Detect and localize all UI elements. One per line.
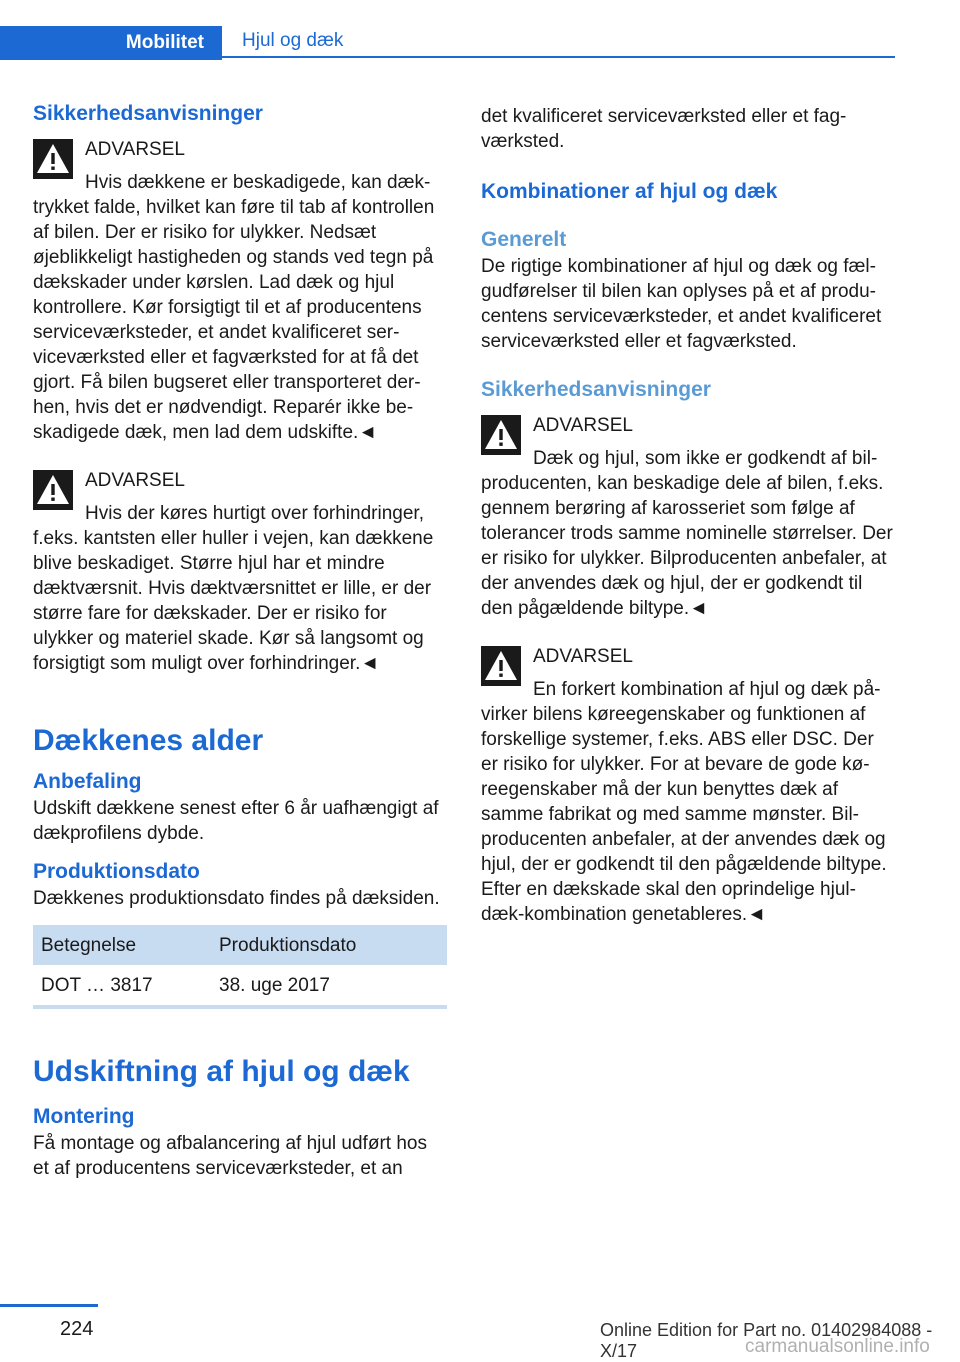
table-header-cell: Produktionsdato — [219, 934, 357, 956]
warning-text: Hvis dækkene er beskadigede, kan dæktrykket falde, hvilket kan føre til tab af kontrollen af bilen. Der er risiko for ulykker. Nedsæt øjeblikkeligt hastigheden og stands ved tegn på dækskader under kørslen. Lad dæk og hjul kontrollere. Kør forsigtigt til et af producentens serviceværksteder, et andet kvalificeret serviceværksted eller et fagværksted for at få det gjort. Få bilen bugseret eller transporteret derhen, hvis det er nødvendigt. Reparér ikke beskadigede dæk, men lad dem udskifte.◄ — [33, 172, 435, 443]
heading-kombinationer: Kombinationer af hjul og dæk — [481, 180, 778, 203]
warning-title: ADVARSEL — [533, 646, 633, 667]
production-date-table — [33, 925, 447, 1009]
tab-mobilitet[interactable]: Mobilitet — [0, 26, 222, 60]
warning-icon — [481, 646, 521, 686]
warning-title: ADVARSEL — [85, 139, 185, 160]
warning-block — [481, 643, 895, 927]
heading-anbefaling: Anbefaling — [33, 770, 142, 793]
general-text: De rigtige kombinationer af hjul og dæk og fælgudførelser til bilen kan oplyses på et af producentens serviceværksteder, et andet kvalificeret serviceværksted eller et fagværksted. — [481, 256, 882, 352]
left-column — [33, 100, 447, 1181]
warning-icon — [33, 139, 73, 179]
table-header-cell: Betegnelse — [41, 934, 137, 956]
warning-icon — [481, 415, 521, 455]
right-column — [481, 104, 895, 927]
table-header-row — [33, 925, 447, 965]
heading-udskiftning: Udskiftning af hjul og dæk — [33, 1055, 410, 1088]
heading-sikkerhedsanvisninger: Sikkerhedsanvisninger — [481, 378, 711, 401]
warning-text: Hvis der køres hurtigt over forhindringer, f.eks. kantsten eller huller i vejen, kan dækkene blive beskadiget. Større hjul har et mindre dæktværsnit. Hvis dæktværsnittet er lille, er der større fare for dækskader. Der er risiko for ulykker og materiel skade. Kør så langsomt og forsigtigt som muligt over forhindringer.◄ — [33, 503, 434, 674]
warning-block — [481, 412, 895, 621]
warning-text: Dæk og hjul, som ikke er godkendt af bilproducenten, kan beskadige dele af bilen, f.eks. gennem berøring af karosseriet som følge af tolerancer trods samme nominelle størrelser. Der er risiko for ulykker. Bilproducenten anbefaler, at der anvendes dæk og hjul, der er godkendt til den pågældende biltype.◄ — [481, 448, 893, 619]
warning-icon — [33, 470, 73, 510]
heading-daekkenes-alder: Dækkenes alder — [33, 724, 264, 757]
warning-title: ADVARSEL — [85, 470, 185, 491]
recommend-text: Udskift dækkene senest efter 6 år uafhængigt af dækprofilens dybde. — [33, 798, 439, 844]
table-cell: DOT … 3817 — [41, 974, 153, 996]
heading-montering: Montering — [33, 1105, 135, 1128]
proddate-text: Dækkenes produktionsdato findes på dæksiden. — [33, 888, 440, 909]
warning-title: ADVARSEL — [533, 415, 633, 436]
warning-text: En forkert kombination af hjul og dæk påvirker bilens køreegenskaber og funktionen af forskellige systemer, f.eks. ABS eller DSC. Der er risiko for ulykker. For at bevare de gode køreegenskaber må der kun benyttes dæk af samme fabrikat og med samme mønster. Bilproducenten anbefaler, at der anvendes dæk og hjul, der er godkendt til den pågældende biltype. Efter en dækskade skal den oprindelige hjul-dæk-kombination genetableres.◄ — [481, 679, 887, 925]
table-cell: 38. uge 2017 — [219, 974, 330, 996]
warning-block — [33, 136, 447, 445]
tab-hjul-og-daek[interactable]: Hjul og dæk — [222, 26, 895, 58]
heading-sikkerhedsanvisninger: Sikkerhedsanvisninger — [33, 102, 263, 125]
continued-text: det kvalificeret serviceværksted eller et fagværksted. — [481, 106, 847, 152]
warning-block — [33, 467, 447, 676]
footer-accent-line — [0, 1304, 98, 1307]
heading-produktionsdato: Produktionsdato — [33, 860, 200, 883]
chapter-tabs — [0, 26, 895, 60]
table-row — [33, 965, 447, 1009]
page-number: 224 — [60, 1318, 94, 1340]
watermark: carmanualsonline.info — [745, 1336, 930, 1357]
edition-text: Online Edition for Part no. 01402984088 - X/17 — [600, 1320, 933, 1361]
heading-generelt: Generelt — [481, 228, 567, 251]
mount-text: Få montage og afbalancering af hjul udført hos et af producentens serviceværksteder, et an — [33, 1133, 427, 1179]
